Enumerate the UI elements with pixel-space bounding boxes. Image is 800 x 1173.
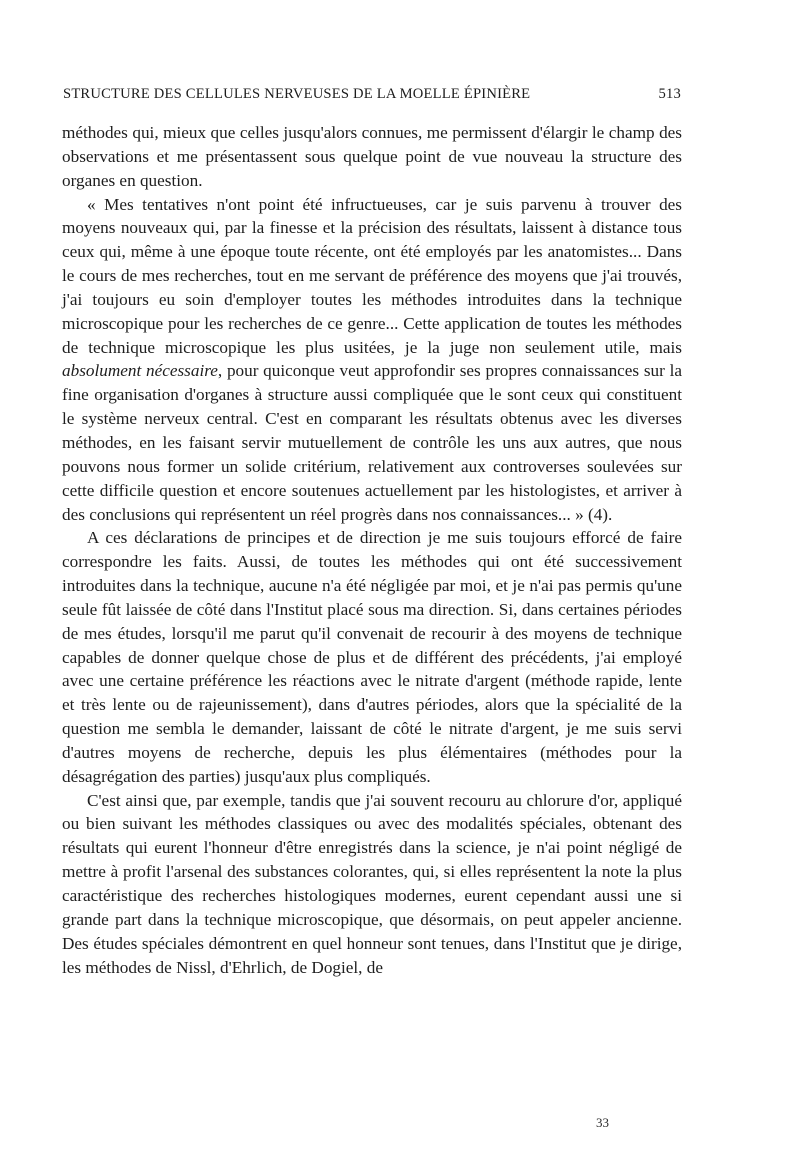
signature-mark: 33	[596, 1115, 609, 1130]
paragraph-3: A ces déclarations de principes et de direction je me suis toujours efforcé de faire correspondre les faits. Aussi, de toutes les méthodes qui ont été successivement introduites dans la technique, aucune n'a été négligée par moi, et je n'ai pas permis qu'une seule fût laissée de côté dans l'Institut placé sous ma direction. Si, dans certaines périodes de mes études, lorsqu'il me parut qu'il convenait de recourir à des moyens de technique capables de donner quelque chose de plus et de différent des précédents, j'ai employé avec une certaine préférence les réactions avec le nitrate d'argent (méthode rapide, lente et très lente ou de rajeunissement), dans d'autres périodes, alors que la spécialité de la question me sembla le demander, laissant de côté le nitrate d'argent, je me suis servi d'autres moyens de recherche, depuis les plus élémentaires (méthodes pour la désagrégation des parties) jusqu'aux plus compliqués.	[62, 528, 682, 786]
running-title: STRUCTURE DES CELLULES NERVEUSES DE LA MOELLE ÉPINIÈRE	[63, 86, 531, 102]
page-number: 513	[658, 86, 681, 102]
paragraph-2	[62, 193, 682, 527]
paragraph-2-emphasis: absolument nécessaire	[62, 361, 218, 381]
body-text	[62, 121, 682, 979]
paragraph-2-part-b: , pour quiconque veut approfondir ses propres connaissances sur la fine organisation d'organes à structure aussi compliquée que le sont ceux qui constituent le système nerveux central. C'est en comparant les résultats obtenus avec les diverses méthodes, en les faisant servir mutuellement de contrôle les uns aux autres, que nous pouvons nous former un solide critérium, relativement aux controverses soulevées sur cette difficile question et encore soutenues actuellement par les histologistes, et arriver à des conclusions qui représentent un réel progrès dans nos connaissances... » (4).	[62, 361, 683, 524]
paragraph-1: méthodes qui, mieux que celles jusqu'alors connues, me permissent d'élargir le champ des observations et me présentassent sous quelque point de vue nouveau la structure des organes en question.	[62, 123, 682, 190]
paragraph-2-part-a: « Mes tentatives n'ont point été infructueuses, car je suis parvenu à trouver des moyens nouveaux qui, par la finesse et la précision des résultats, laissent à distance tous ceux qui, même à une époque toute récente, ont été employés par les anatomistes... Dans le cours de mes recherches, tout en me servant de préférence des moyens que j'ai trouvés, j'ai toujours eu soin d'employer toutes les méthodes introduites dans la technique microscopique pour les recherches de ce genre... Cette application de toutes les méthodes de technique microscopique les plus usitées, je la juge non seulement utile, mais	[62, 194, 682, 357]
paragraph-4: C'est ainsi que, par exemple, tandis que j'ai souvent recouru au chlorure d'or, appliqué ou bien suivant les méthodes classiques ou avec des modalités spéciales, obtenant des résultats qui eurent l'honneur d'être enregistrés dans la science, je n'ai point négligé de mettre à profit l'arsenal des substances colorantes, qui, si elles représentent la note la plus caractéristique des recherches histologiques modernes, eurent cependant aussi une si grande part dans la technique microscopique, que désormais, on peut appeler ancienne. Des études spéciales démontrent en quel honneur sont tenues, dans l'Institut que je dirige, les méthodes de Nissl, d'Ehrlich, de Dogiel, de	[62, 790, 682, 977]
